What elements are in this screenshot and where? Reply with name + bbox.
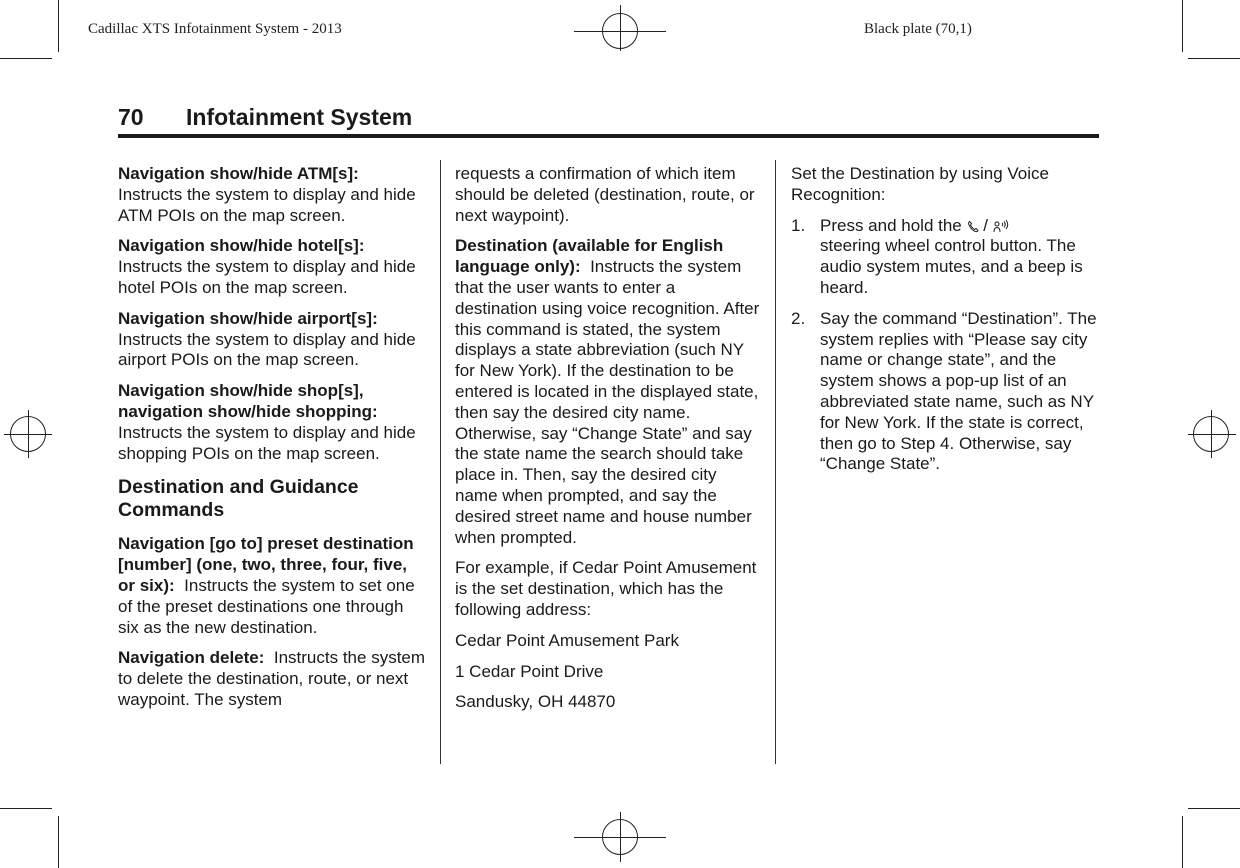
command-entry — [118, 309, 428, 371]
command-description: Instructs the system to delete the destination, route, or next waypoint. The system — [118, 648, 426, 709]
subheading: Destination and Guidance Commands — [118, 476, 359, 522]
command-term: Navigation delete: — [118, 648, 265, 668]
command-entry — [118, 164, 428, 226]
step-number: 2. — [791, 308, 806, 328]
list-item — [791, 216, 1101, 299]
voice-icon — [993, 219, 1009, 234]
command-term: Navigation show/hide hotel[s]: — [118, 236, 365, 256]
command-description: Instructs the system to display and hide ATM POIs on the map screen. — [118, 184, 416, 225]
steps-intro: Set the Destination by using Voice Recognition: — [791, 164, 1049, 204]
command-term: Destination (available for English language only): — [455, 236, 724, 277]
command-description: Instructs the system to display and hide hotel POIs on the map screen. — [118, 257, 416, 297]
column-2 — [455, 164, 760, 723]
command-entry — [118, 534, 428, 638]
page-number: 70 — [118, 104, 144, 130]
list-item — [791, 309, 1101, 475]
step-text: steering wheel control button. The audio system mutes, and a beep is heard. — [820, 236, 1083, 297]
command-term: Navigation show/hide ATM[s]: — [118, 164, 359, 183]
step-number: 1. — [791, 215, 806, 235]
command-entry — [118, 236, 428, 298]
command-description: Instructs the system to display and hide airport POIs on the map screen. — [118, 329, 416, 370]
print-meta-left: Cadillac XTS Infotainment System - 2013 — [88, 21, 342, 37]
steps-list — [791, 216, 1101, 476]
column-3 — [791, 164, 1101, 485]
address-line: 1 Cedar Point Drive — [455, 661, 604, 681]
command-entry — [118, 381, 428, 464]
step-text: Say the command “Destination”. The system replies with “Please say city name or change state”, and the system shows a pop-up list of an abbreviated state name, such as NY for New York. If the state is correct, then go to Step 4. Otherwise, say “Change State”. — [820, 308, 1097, 474]
continuation-text: requests a confirmation of which item should be deleted (destination, route, or next waypoint). — [455, 164, 755, 225]
command-entry — [118, 648, 428, 710]
page-header — [118, 104, 1099, 138]
section-title: Infotainment System — [186, 104, 413, 130]
column-divider-2 — [775, 160, 776, 764]
command-description: Instructs the system to set one of the preset destinations one through six as the new destination. — [118, 575, 415, 637]
column-divider-1 — [440, 160, 441, 764]
step-text: Press and hold the — [820, 215, 962, 235]
column-1 — [118, 164, 428, 721]
separator-text: / — [983, 215, 988, 235]
command-description: Instructs the system to display and hide shopping POIs on the map screen. — [118, 422, 416, 463]
address-line: Sandusky, OH 44870 — [455, 692, 616, 712]
address-line: Cedar Point Amusement Park — [455, 630, 679, 650]
command-entry — [455, 236, 760, 548]
command-term: Navigation show/hide shop[s], navigation show/hide shopping: — [118, 381, 378, 421]
print-meta-right: Black plate (70,1) — [864, 21, 972, 37]
command-term: Navigation show/hide airport[s]: — [118, 308, 378, 328]
command-description: Instructs the system that the user wants to enter a destination using voice recognition. After this command is stated, the system displays a state abbreviation (such NY for New York). If the destination to be entered is located in the displayed state, then say the desired city name. Otherwise, say “Change State” and say the state name the search should take place in. Then, say the desired city name when prompted, and say the desired street name and house number when prompted. — [455, 257, 760, 547]
example-intro: For example, if Cedar Point Amusement is the set destination, which has the following address: — [455, 558, 757, 619]
command-term: Navigation [go to] preset destination [number] (one, two, three, four, five, or six): — [118, 534, 414, 595]
phone-icon — [967, 220, 979, 233]
